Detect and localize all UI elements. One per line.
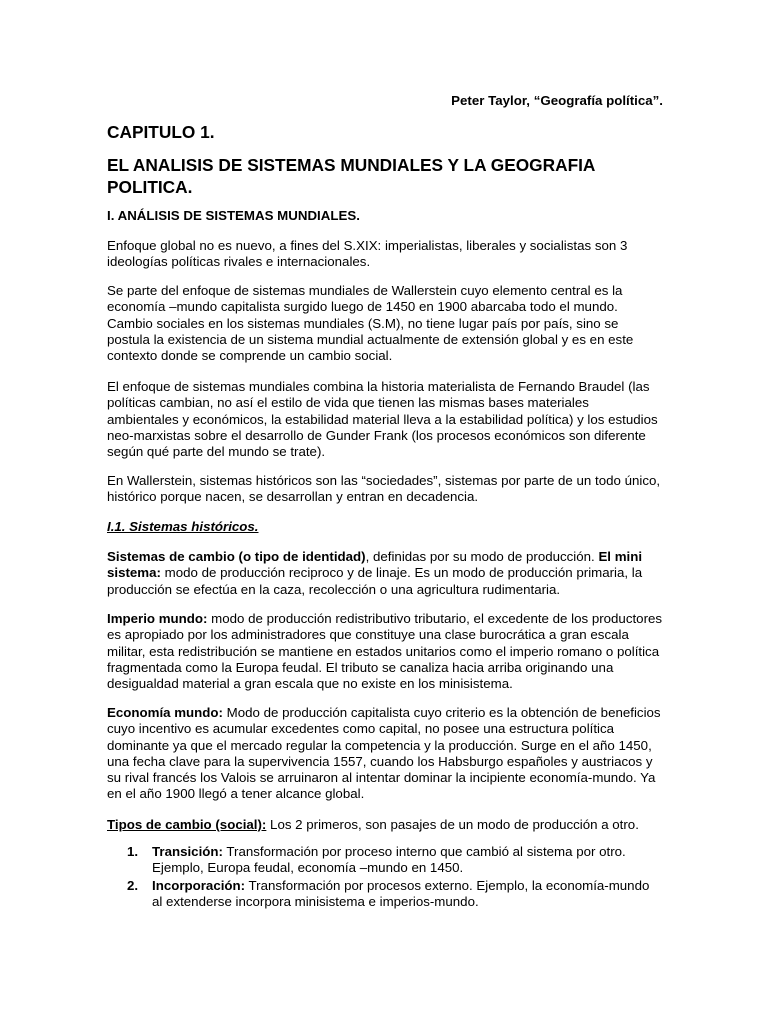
text-sistemas-de-cambio: , definidas por su modo de producción. [365,549,599,564]
paragraph-imperio-mundo [107,611,663,692]
text-tipos-de-cambio: Los 2 primeros, son pasajes de un modo de producción a otro. [266,817,639,832]
paragraph-global-approach: Enfoque global no es nuevo, a fines del S.XIX: imperialistas, liberales y socialistas son 3 ideologías políticas rivales e internacionales. [107,238,628,270]
text-mini-sistema: modo de producción reciproco y de linaje. Es un modo de producción primaria, la producción se efectúa en la caza, recolección o una agricultura rudimentaria. [107,565,643,597]
list-number: 2. [127,877,139,893]
term-incorporacion: Incorporación: [152,877,246,893]
term-tipos-de-cambio: Tipos de cambio (social): [107,817,267,832]
term-imperio-mundo: Imperio mundo: [107,611,208,626]
paragraph-economia-mundo [107,705,663,803]
text-economia-mundo: Modo de producción capitalista cuyo criterio es la obtención de beneficios cuyo incentivo es acumular excedentes como capital, no posee una estructura política dominante ya que el mercado regular la competencia y la producción. Surge en el año 1450, una fecha clave para la supervivencia 1557, cuando los Habsburgo españoles y austriacos y su rival francés los Valois se arruinaron al intentar dominar la incipiente economía-mundo. Ya en el año 1900 llegó a tener alcance global. [107,705,661,802]
paragraph-braudel: El enfoque de sistemas mundiales combina la historia materialista de Fernando Braudel (las políticas cambian, no así el estilo de vida que tienen las mismas bases materiales ambientales y económicos, la estabilidad material lleva a la estabilidad política) y los estudios neo-marxistas sobre el desarrollo de Gunder Frank (los procesos económicos son diferente según qué parte del mundo se trate). [107,379,658,460]
term-mini-sistema: El mini sistema: [107,549,643,581]
paragraph-mini-system [107,549,663,598]
paragraph-tipos-de-cambio [107,817,663,833]
term-transicion: Transición: [152,844,223,859]
paragraph-wallerstein: Se parte del enfoque de sistemas mundiales de Wallerstein cuyo elemento central es la economía –mundo capitalista surgido luego de 1450 en 1900 abarcaba todo el mundo. Cambio sociales en los sistemas mundiales (S.M), no tiene lugar país por país, sino se postula la existencia de un sistema mundial actualmente de extensión global y es en este contexto donde se comprende un cambio social. [107,283,634,364]
text-imperio-mundo: modo de producción redistributivo tributario, el excedente de los productores es apropiado por los administradores que constituye una clase burocrática a gran escala militar, esta redistribución se mantiene en estados unitarios como el imperio romano o política fragmentada como la Europa feudal. El tributo se canaliza hacia arriba originando una desigualdad material a gran escala que no existe en los minisistema. [107,611,663,692]
list-number: 1. [127,844,139,859]
list-item-transicion [107,844,663,877]
subsection-title: I.1. Sistemas históricos. [107,519,259,534]
term-economia-mundo: Economía mundo: [107,705,223,720]
chapter-title: EL ANALISIS DE SISTEMAS MUNDIALES Y LA GEOGRAFIA POLITICA. [107,155,595,197]
paragraph-historical-systems: En Wallerstein, sistemas históricos son las “sociedades”, sistemas por parte de un todo único, histórico porque nacen, se desarrollan y entran en decadencia. [107,473,661,505]
list-item-incorporacion [107,878,663,911]
text-transicion: Transformación por proceso interno que cambió al sistema por otro. Ejemplo, Europa feudal, economía –mundo en 1450. [152,844,626,876]
section-title: I. ANÁLISIS DE SISTEMAS MUNDIALES. [107,208,360,223]
chapter-number: CAPITULO 1. [107,122,215,142]
term-sistemas-de-cambio: Sistemas de cambio (o tipo de identidad) [107,549,366,564]
change-types-list [107,844,663,911]
text-incorporacion: Transformación por procesos externo. Ejemplo, la economía-mundo al extenderse incorpora minisistema e imperios-mundo. [152,877,650,909]
author-citation: Peter Taylor, “Geografía política”. [451,93,663,108]
